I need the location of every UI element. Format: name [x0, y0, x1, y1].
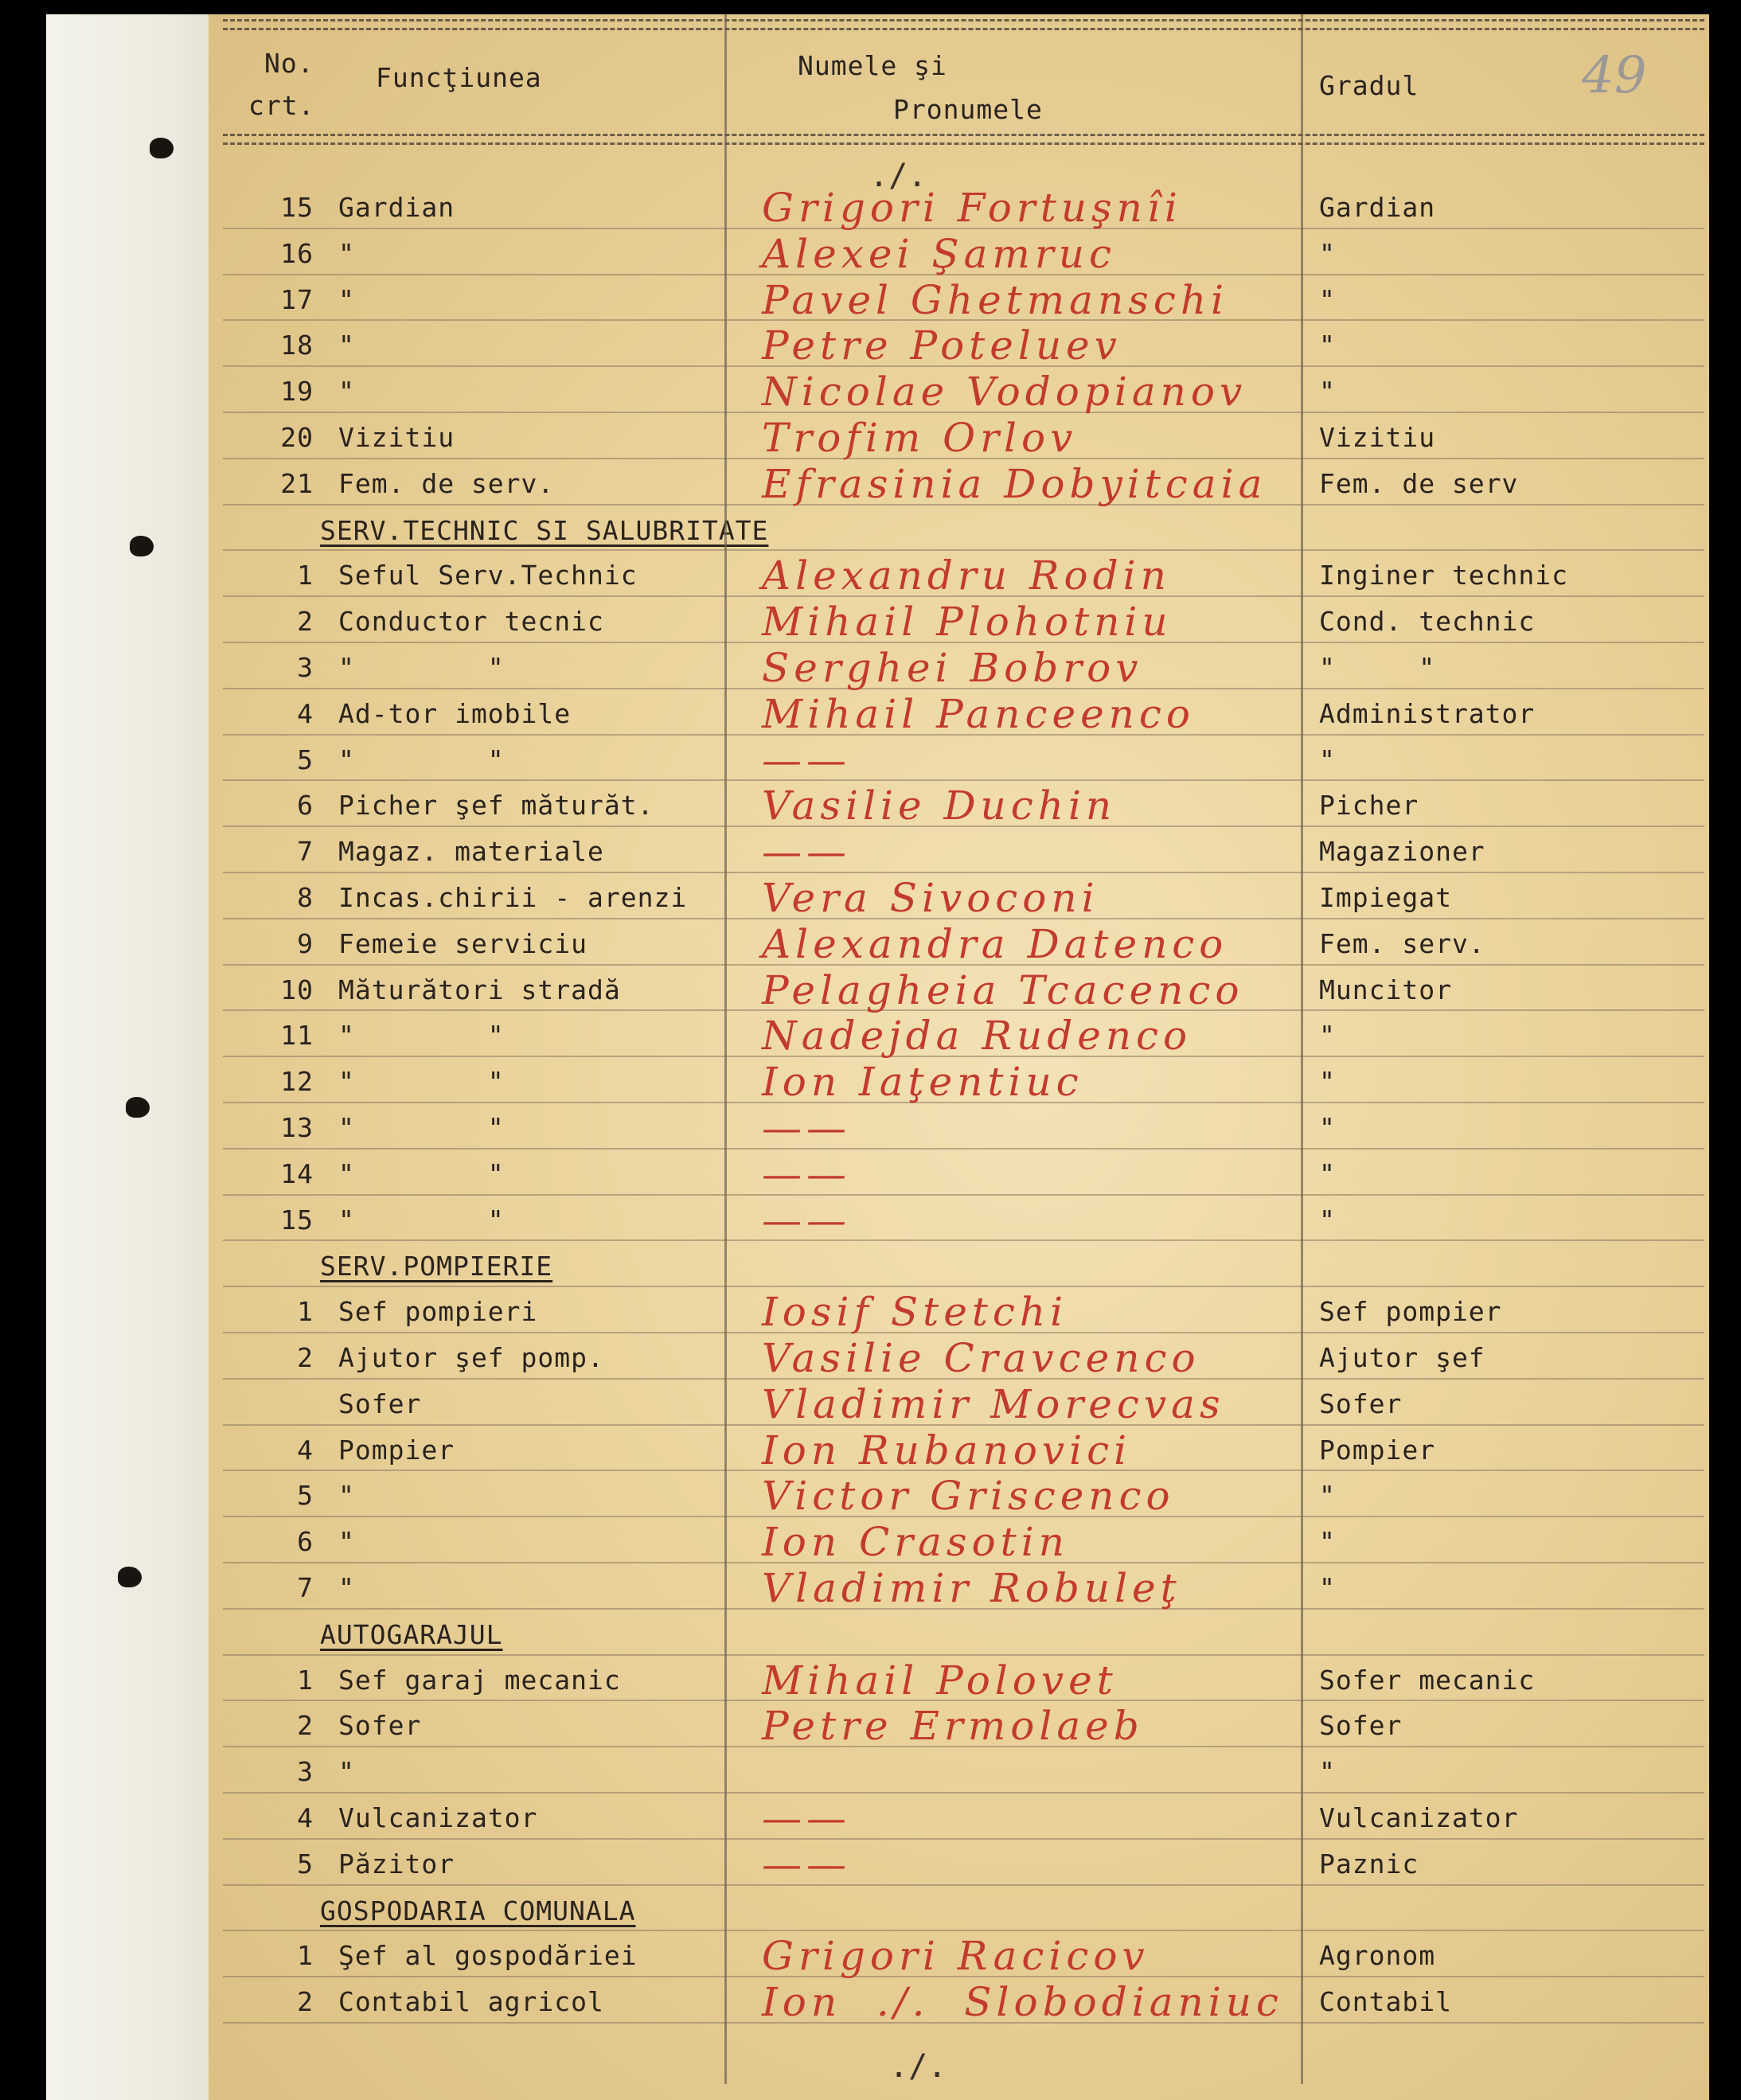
function-cell: Fem. de serv.	[338, 467, 555, 499]
rank-cell: Fem. de serv	[1319, 467, 1519, 499]
name-cell: Trofim Orlov	[762, 415, 1078, 461]
row-number: 2	[297, 1710, 314, 1742]
table-row	[209, 229, 1709, 275]
function-cell: Şef al gospodăriei	[338, 1940, 638, 1972]
rank-cell: Contabil	[1319, 1986, 1452, 2018]
rank-cell: Agronom	[1319, 1940, 1436, 1972]
table-row	[209, 1977, 1709, 2024]
row-number: 1	[297, 1664, 314, 1696]
row-number: 20	[280, 422, 314, 453]
table-row	[209, 873, 1709, 919]
name-cell: Petre Poteluev	[762, 322, 1122, 369]
row-number: 7	[297, 1572, 314, 1603]
row-number: 3	[297, 652, 314, 683]
rank-cell: Fem. serv.	[1319, 927, 1485, 959]
table-row	[209, 1287, 1709, 1336]
name-cell: ——	[762, 829, 851, 876]
name-cell: Ion ./. Slobodianiuc	[762, 1979, 1283, 2026]
name-cell: Ion Iaţentiuc	[762, 1059, 1083, 1106]
function-cell: Contabil agricol	[338, 1986, 604, 2018]
table-row	[209, 781, 1709, 827]
table-row	[209, 1656, 1709, 1702]
rank-cell: Muncitor	[1319, 974, 1452, 1005]
document-sheet	[209, 14, 1709, 2100]
name-cell: Petre Ermolaeb	[762, 1703, 1144, 1750]
punch-hole	[150, 138, 174, 158]
rank-cell: Sofer	[1319, 1388, 1403, 1419]
section-heading: SERV.TECHNIC SI SALUBRITATE	[320, 514, 769, 546]
row-number: 10	[280, 974, 314, 1005]
table-row	[209, 1150, 1709, 1196]
name-cell: Ion Crasotin	[762, 1519, 1069, 1566]
function-cell: " "	[338, 1112, 505, 1143]
function-cell: Sofer	[338, 1710, 422, 1742]
function-cell: Conductor tecnic	[338, 606, 604, 638]
rank-cell: Sef pompier	[1319, 1296, 1502, 1328]
name-cell: Vladimir Robuleţ	[762, 1565, 1181, 1611]
rank-cell: "	[1319, 283, 1336, 315]
table-row	[209, 597, 1709, 646]
function-cell: Magaz. materiale	[338, 836, 604, 868]
rank-cell: Impiegat	[1319, 882, 1452, 913]
function-cell: Măturători stradă	[338, 974, 621, 1005]
name-cell: ——	[762, 736, 851, 783]
function-cell: "	[338, 283, 355, 315]
header-bottom-rule	[223, 134, 1704, 145]
function-cell: Incas.chirii - arenzi	[338, 882, 688, 913]
name-cell: Vasilie Duchin	[762, 783, 1117, 829]
rank-cell: "	[1319, 1066, 1336, 1098]
rank-cell: Pompier	[1319, 1434, 1436, 1466]
row-number: 6	[297, 790, 314, 822]
rank-cell: "	[1319, 1112, 1336, 1143]
function-cell: Pompier	[338, 1434, 455, 1466]
continuation-mark-bottom: ./.	[889, 2048, 947, 2085]
page-number: 49	[1582, 46, 1647, 105]
name-cell: Nadejda Rudenco	[762, 1013, 1193, 1060]
name-cell: Ion Rubanovici	[762, 1427, 1132, 1474]
function-cell: Ad-tor imobile	[338, 697, 572, 729]
rank-cell: Administrator	[1319, 697, 1536, 729]
row-number: 3	[297, 1756, 314, 1788]
row-number: 4	[297, 1802, 314, 1833]
function-cell: "	[338, 1480, 355, 1512]
table-row	[209, 413, 1709, 459]
rank-cell: "	[1319, 1572, 1336, 1603]
header-func: Funcţiunea	[376, 62, 542, 93]
row-number: 14	[280, 1157, 314, 1189]
name-cell: Iosif Stetchi	[762, 1289, 1068, 1336]
row-number: 21	[280, 467, 314, 499]
table-row	[209, 367, 1709, 416]
name-cell: Mihail Plohotniu	[762, 599, 1173, 646]
table-row	[209, 551, 1709, 597]
table-row	[209, 1103, 1709, 1150]
function-cell: Vizitiu	[338, 422, 455, 453]
name-cell: ——	[762, 1196, 851, 1243]
function-cell: " "	[338, 744, 505, 775]
function-cell: "	[338, 237, 355, 269]
table-row	[209, 1840, 1709, 1886]
rank-cell: Cond. technic	[1319, 606, 1536, 638]
name-cell: Mihail Polovet	[762, 1657, 1118, 1704]
function-cell: Femeie serviciu	[338, 927, 588, 959]
rank-cell: Vizitiu	[1319, 422, 1436, 453]
rank-cell: "	[1319, 237, 1336, 269]
rank-cell: Ajutor şef	[1319, 1342, 1485, 1373]
name-cell: Grigori Fortuşnîi	[762, 185, 1182, 231]
function-cell: Picher şef măturăt.	[338, 790, 654, 822]
table-row	[209, 643, 1709, 689]
name-cell: Vera Sivoconi	[762, 875, 1099, 921]
rank-cell: Sofer	[1319, 1710, 1403, 1742]
rank-cell: Gardian	[1319, 192, 1436, 223]
row-number: 9	[297, 927, 314, 959]
column-divider-rank	[1301, 14, 1303, 2084]
rank-cell: "	[1319, 376, 1336, 408]
table-row	[209, 1011, 1709, 1060]
rank-cell: Sofer mecanic	[1319, 1664, 1536, 1696]
header-nume-line1: Numele şi	[798, 50, 947, 81]
name-cell: Mihail Panceenco	[762, 690, 1195, 737]
row-number: 5	[297, 744, 314, 775]
rank-cell: "	[1319, 1020, 1336, 1052]
table-row	[209, 1333, 1709, 1380]
row-number: 4	[297, 1434, 314, 1466]
row-number: 1	[297, 560, 314, 591]
table-row	[209, 966, 1709, 1012]
name-cell: ——	[762, 1150, 851, 1197]
table-row	[209, 1517, 1709, 1566]
function-cell: Ajutor şef pomp.	[338, 1342, 604, 1373]
name-cell: Vasilie Cravcenco	[762, 1335, 1200, 1381]
rank-cell: "	[1319, 744, 1336, 775]
section-heading: GOSPODARIA COMUNALA	[320, 1895, 636, 1926]
function-cell: " "	[338, 652, 505, 683]
name-cell: Nicolae Vodopianov	[762, 369, 1247, 416]
function-cell: " "	[338, 1204, 505, 1235]
row-number: 13	[280, 1112, 314, 1143]
punch-hole	[130, 536, 154, 556]
name-cell: Alexandru Rodin	[762, 552, 1171, 599]
table-row	[209, 1794, 1709, 1840]
table-row	[209, 1426, 1709, 1472]
function-cell: "	[338, 1526, 355, 1558]
row-number: 2	[297, 1986, 314, 2018]
name-cell: Vladimir Morecvas	[762, 1380, 1225, 1427]
function-cell: "	[338, 1572, 355, 1603]
header-nume-line2: Pronumele	[893, 94, 1043, 125]
function-cell: Sef garaj mecanic	[338, 1664, 621, 1696]
row-number: 1	[297, 1296, 314, 1328]
table-row	[209, 919, 1709, 966]
rank-cell: Paznic	[1319, 1848, 1419, 1879]
continuation-mark-top: ./.	[869, 158, 927, 194]
row-number: 1	[297, 1940, 314, 1972]
row-number: 7	[297, 836, 314, 868]
function-cell: "	[338, 330, 355, 361]
function-cell: Vulcanizator	[338, 1802, 538, 1833]
row-number: 16	[280, 237, 314, 269]
paper-strip	[46, 14, 229, 2100]
row-number: 11	[280, 1020, 314, 1052]
row-number: 6	[297, 1526, 314, 1558]
name-cell: Alexei Şamruc	[762, 230, 1116, 277]
name-cell: Grigori Racicov	[762, 1933, 1150, 1980]
table-row	[209, 1380, 1709, 1426]
table-row	[209, 1931, 1709, 1980]
table-row	[209, 1057, 1709, 1106]
row-number: 15	[280, 192, 314, 223]
name-cell: ——	[762, 1840, 851, 1887]
punch-hole	[126, 1097, 150, 1118]
function-cell: " "	[338, 1020, 505, 1052]
row-number: 2	[297, 1342, 314, 1373]
rank-cell: "	[1319, 1480, 1336, 1512]
name-cell: Pelagheia Tcacenco	[762, 966, 1244, 1013]
row-number: 18	[280, 330, 314, 361]
row-number: 5	[297, 1480, 314, 1512]
rank-cell: "	[1319, 1204, 1336, 1235]
table-row	[209, 275, 1709, 322]
function-cell: Gardian	[338, 192, 455, 223]
header-top-rule	[223, 19, 1704, 30]
function-cell: Sofer	[338, 1388, 422, 1419]
rank-cell: "	[1319, 330, 1336, 361]
table-row	[209, 689, 1709, 736]
table-row	[209, 321, 1709, 367]
name-cell: Alexandra Datenco	[762, 920, 1228, 967]
table-row	[209, 183, 1709, 229]
row-number: 19	[280, 376, 314, 408]
header-grad: Gradul	[1319, 70, 1419, 101]
name-cell: ——	[762, 1105, 851, 1151]
function-cell: Seful Serv.Technic	[338, 560, 638, 591]
function-cell: "	[338, 376, 355, 408]
rank-cell: "	[1319, 1756, 1336, 1788]
row-number: 17	[280, 283, 314, 315]
name-cell: Serghei Bobrov	[762, 645, 1143, 691]
function-cell: Păzitor	[338, 1848, 455, 1879]
punch-hole	[118, 1567, 142, 1587]
table-row	[209, 1701, 1709, 1750]
table-row	[209, 459, 1709, 505]
rank-cell: Magazioner	[1319, 836, 1485, 868]
header-nr-line1: No.	[264, 48, 314, 79]
name-cell: Efrasinia Dobyitcaia	[762, 460, 1267, 507]
table-row	[209, 736, 1709, 782]
row-number: 2	[297, 606, 314, 638]
section-heading: AUTOGARAJUL	[320, 1618, 503, 1650]
rank-cell: Inginer technic	[1319, 560, 1569, 591]
rank-cell: "	[1319, 1526, 1336, 1558]
table-row	[209, 827, 1709, 876]
rank-cell: " "	[1319, 652, 1436, 683]
header-nr-line2: crt.	[248, 90, 315, 121]
rank-cell: "	[1319, 1157, 1336, 1189]
function-cell: " "	[338, 1066, 505, 1098]
column-divider-names	[724, 14, 727, 2084]
table-row	[209, 1747, 1709, 1794]
row-number: 8	[297, 882, 314, 913]
rank-cell: Vulcanizator	[1319, 1802, 1519, 1833]
row-number: 4	[297, 697, 314, 729]
function-cell: " "	[338, 1157, 505, 1189]
section-heading: SERV.POMPIERIE	[320, 1251, 553, 1282]
table-row	[209, 1563, 1709, 1610]
row-number: 12	[280, 1066, 314, 1098]
table-row	[209, 1196, 1709, 1242]
name-cell: ——	[762, 1795, 851, 1841]
name-cell: Pavel Ghetmanschi	[762, 276, 1229, 323]
row-number: 15	[280, 1204, 314, 1235]
name-cell: Victor Griscenco	[762, 1473, 1175, 1520]
row-number: 5	[297, 1848, 314, 1879]
rank-cell: Picher	[1319, 790, 1419, 822]
function-cell: Sef pompieri	[338, 1296, 538, 1328]
function-cell: "	[338, 1756, 355, 1788]
table-row	[209, 1471, 1709, 1520]
